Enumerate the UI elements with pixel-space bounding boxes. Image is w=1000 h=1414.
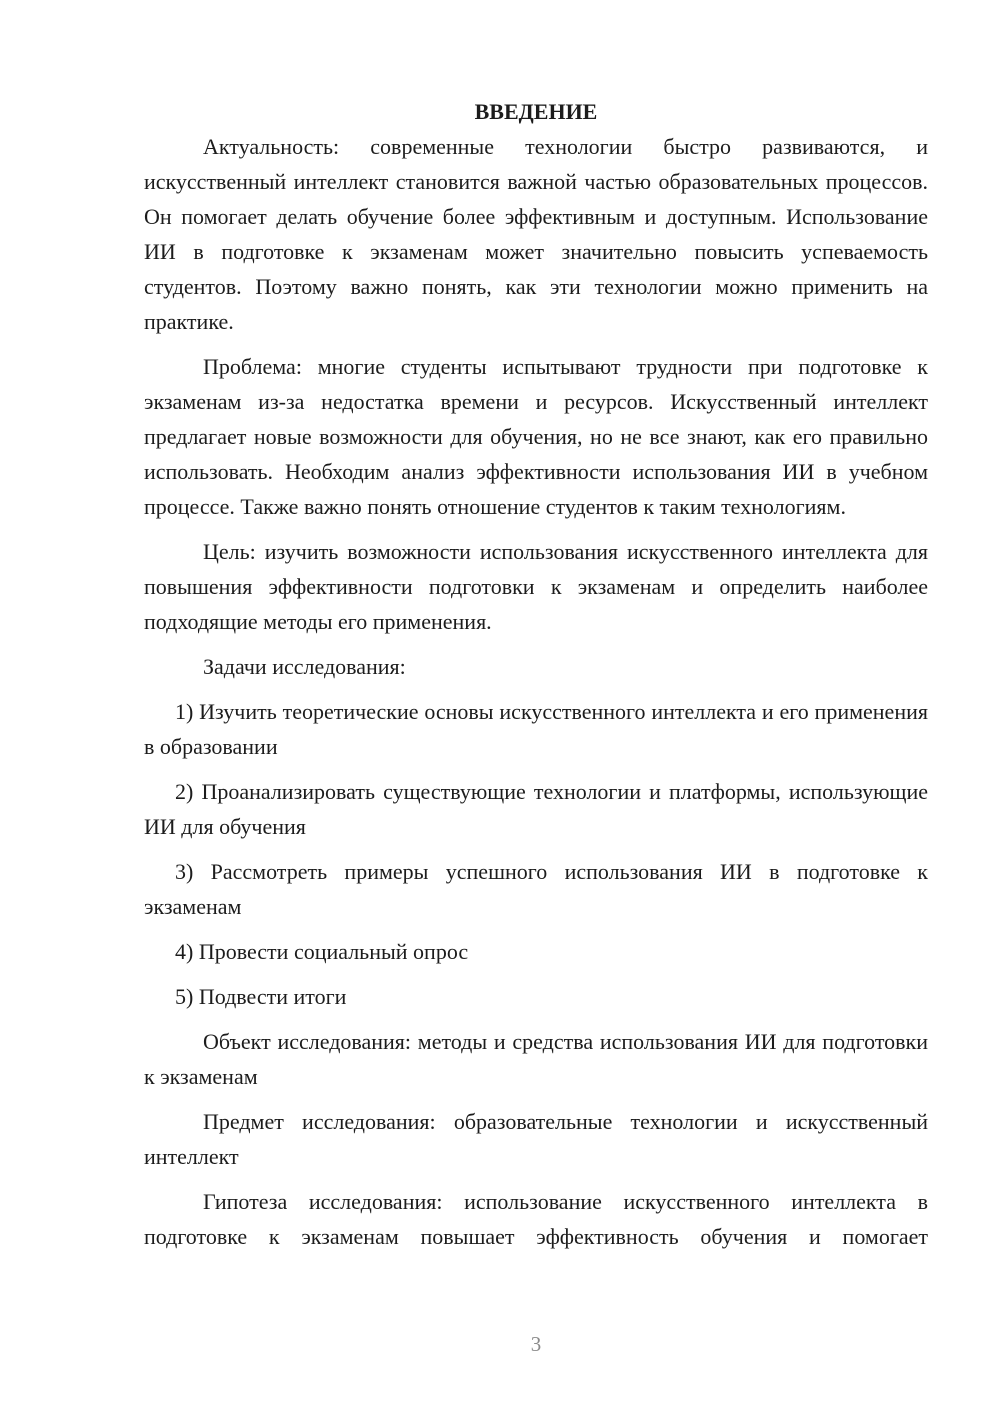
task-item-5: 5) Подвести итоги — [175, 984, 347, 1009]
subject-paragraph: Предмет исследования: образовательные технологии и искусственный интеллект — [144, 1109, 928, 1169]
relevance-paragraph: Актуальность: современные технологии быстро развиваются, и искусственный интеллект становится важной частью образовательных процессов. Он помогает делать обучение более эффективным и доступным. Использование ИИ в подготовке к экзаменам может значительно повысить успеваемость студентов. Поэтому важно понять, как эти технологии можно применить на практике. — [144, 134, 928, 334]
hypothesis-paragraph: Гипотеза исследования: использование искусственного интеллекта в подготовке к экзаменам повышает эффективность обучения и помогает — [144, 1189, 928, 1249]
task-item-3: 3) Рассмотреть примеры успешного использования ИИ в подготовке к экзаменам — [144, 859, 928, 919]
task-item-1: 1) Изучить теоретические основы искусственного интеллекта и его применения в образовании — [144, 699, 928, 759]
task-item-2: 2) Проанализировать существующие технологии и платформы, использующие ИИ для обучения — [144, 779, 928, 839]
goal-paragraph: Цель: изучить возможности использования искусственного интеллекта для повышения эффективности подготовки к экзаменам и определить наиболее подходящие методы его применения. — [144, 539, 928, 634]
page-title: ВВЕДЕНИЕ — [474, 99, 598, 124]
page-content — [144, 94, 928, 1264]
page-number: 3 — [530, 1332, 542, 1356]
problem-paragraph: Проблема: многие студенты испытывают трудности при подготовке к экзаменам из-за недостатка времени и ресурсов. Искусственный интеллект предлагает новые возможности для обучения, но не все знают, как его правильно использовать. Необходим анализ эффективности использования ИИ в учебном процессе. Также важно понять отношение студентов к таким технологиям. — [144, 354, 928, 519]
task-item-4: 4) Провести социальный опрос — [175, 939, 469, 964]
object-paragraph: Объект исследования: методы и средства использования ИИ для подготовки к экзаменам — [144, 1029, 928, 1089]
tasks-heading: Задачи исследования: — [203, 654, 406, 679]
